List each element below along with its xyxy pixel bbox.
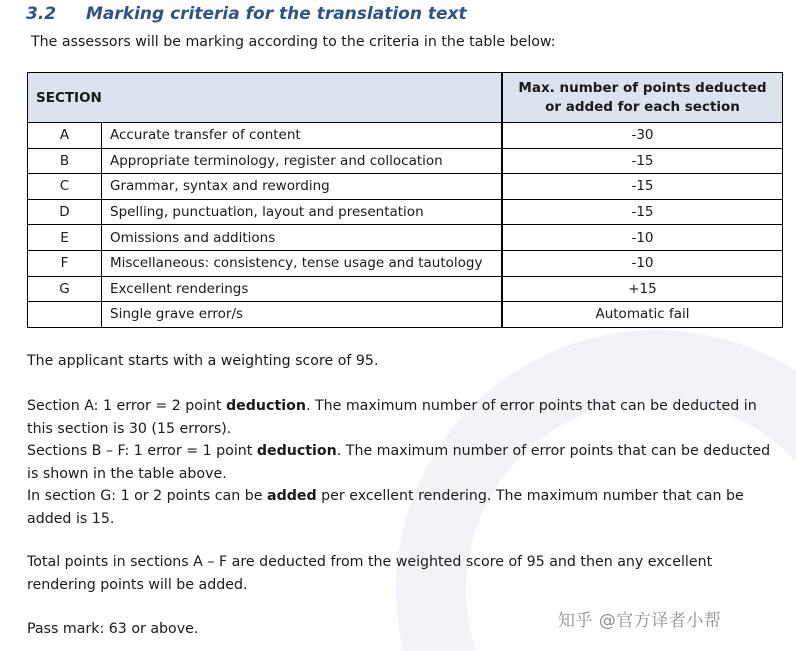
section-heading (26, 4, 467, 24)
section-g-text-end: per excellent rendering. The maximum number that can be added is 15. (27, 488, 744, 527)
table-row (28, 277, 783, 303)
table-header-row (28, 73, 783, 123)
row-description: Omissions and additions (102, 225, 502, 251)
table-row (28, 123, 783, 149)
site-watermark-text: 知乎 @官方译者小帮 (558, 611, 722, 631)
sections-b-f-rule (27, 440, 777, 485)
row-description: Appropriate terminology, register and collocation (102, 149, 502, 175)
row-points: -10 (502, 251, 783, 277)
table-row (28, 200, 783, 226)
row-section (28, 302, 102, 328)
sections-bf-bold: deduction (256, 443, 337, 459)
start-score-paragraph: The applicant starts with a weighting score of 95. (27, 353, 379, 369)
row-section: G (28, 277, 102, 303)
total-points-paragraph: Total points in sections A – F are deducted from the weighted score of 95 and then any excellent rendering points will be added. (27, 554, 713, 593)
row-description: Excellent renderings (102, 277, 502, 303)
row-points: +15 (502, 277, 783, 303)
row-description: Single grave error/s (102, 302, 502, 328)
table-row (28, 174, 783, 200)
table-row (28, 302, 783, 328)
intro-text: The assessors will be marking according to the criteria in the table below: (31, 34, 556, 50)
section-a-rule (27, 395, 777, 440)
row-description: Accurate transfer of content (102, 123, 502, 149)
row-section: E (28, 225, 102, 251)
section-a-text: Section A: 1 error = 2 point (27, 398, 226, 414)
row-section: B (28, 149, 102, 175)
scoring-rules-paragraph (27, 395, 777, 530)
header-max-points: Max. number of points deducted or added for each section (502, 73, 783, 123)
section-title: Marking criteria for the translation text (86, 4, 467, 24)
section-g-bold: added (267, 488, 317, 504)
row-description: Grammar, syntax and rewording (102, 174, 502, 200)
sections-bf-text-end: . The maximum number of error points that can be deducted is shown in the table above. (27, 443, 771, 482)
row-points: -15 (502, 149, 783, 175)
section-a-text-end: . The maximum number of error points that can be deducted in this section is 30 (15 errors). (27, 398, 757, 437)
sections-bf-text: Sections B – F: 1 error = 1 point (27, 443, 257, 459)
row-description: Miscellaneous: consistency, tense usage and tautology (102, 251, 502, 277)
row-points: Automatic fail (502, 302, 783, 328)
header-section: SECTION (28, 73, 502, 123)
table-row (28, 149, 783, 175)
row-points: -15 (502, 200, 783, 226)
section-a-bold: deduction (226, 398, 306, 414)
row-description: Spelling, punctuation, layout and presentation (102, 200, 502, 226)
section-number: 3.2 (26, 4, 57, 24)
row-points: -30 (502, 123, 783, 149)
row-section: C (28, 174, 102, 200)
section-g-text: In section G: 1 or 2 points can be (27, 488, 267, 504)
row-section: D (28, 200, 102, 226)
table-row (28, 251, 783, 277)
marking-criteria-table (27, 72, 783, 328)
row-section: A (28, 123, 102, 149)
row-points: -15 (502, 174, 783, 200)
row-points: -10 (502, 225, 783, 251)
section-g-rule (27, 485, 777, 530)
pass-mark-paragraph: Pass mark: 63 or above. (27, 621, 199, 637)
table-row (28, 225, 783, 251)
row-section: F (28, 251, 102, 277)
